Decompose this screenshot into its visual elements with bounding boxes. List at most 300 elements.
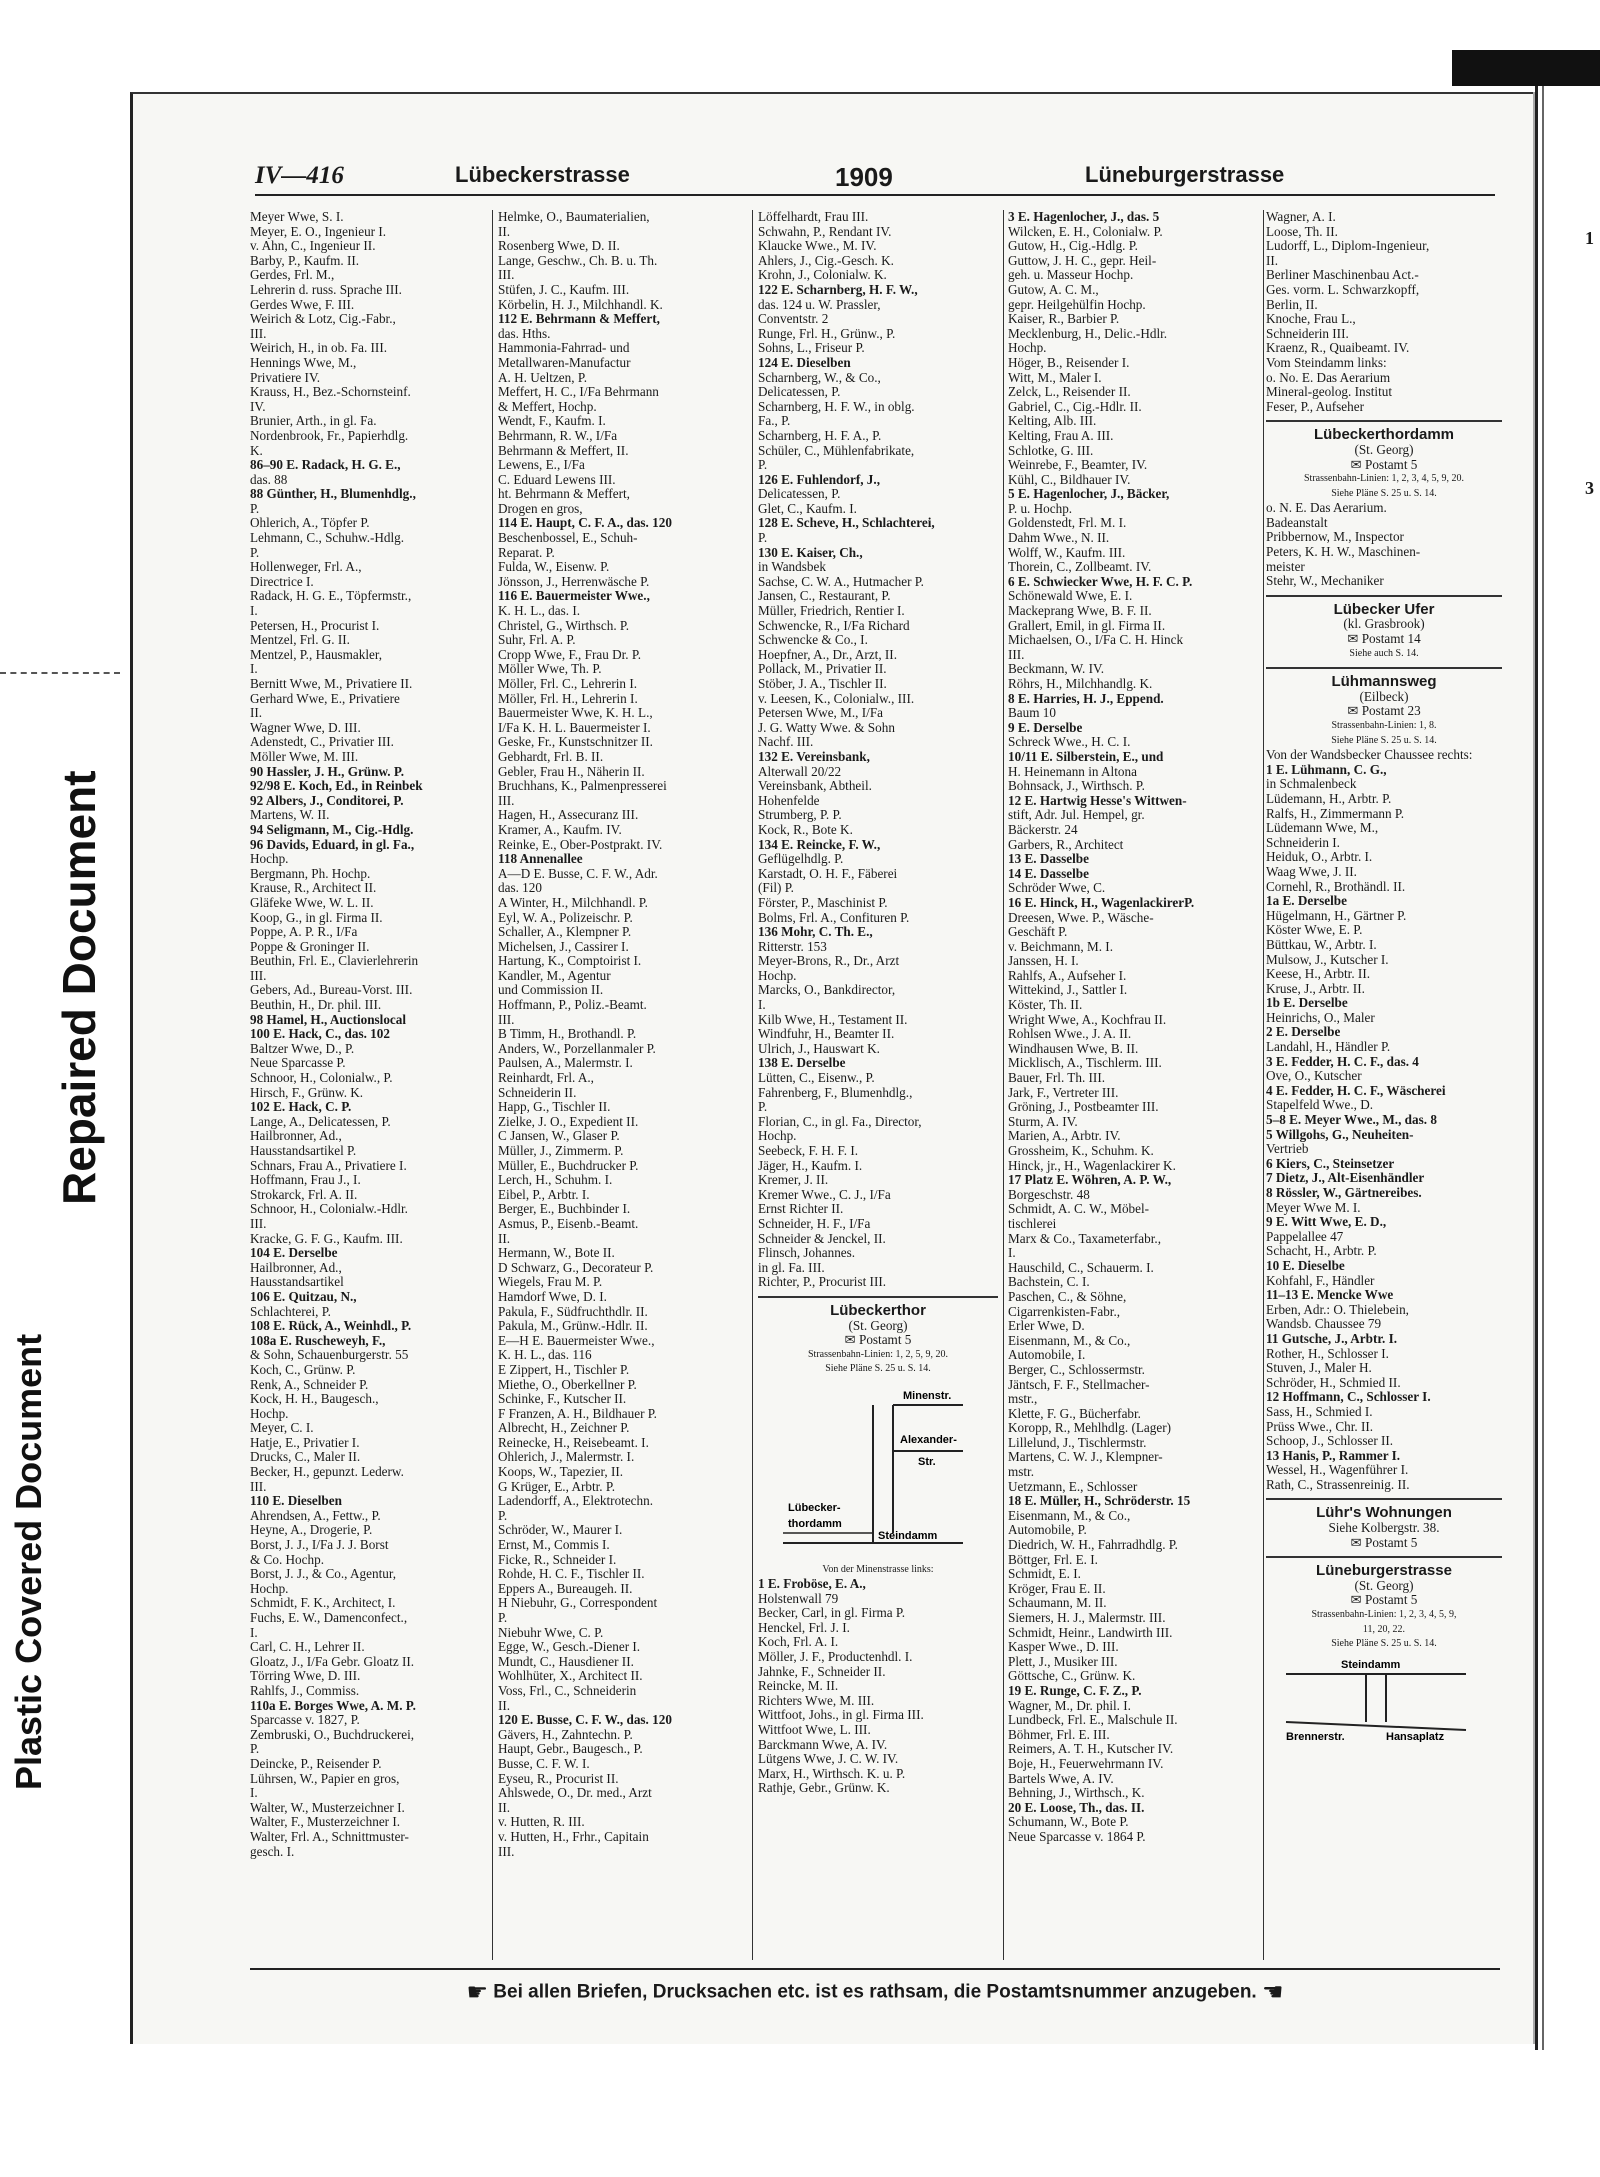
directory-entry: v. Hutten, R. III. [498,1815,585,1830]
directory-entry: Suhr, Frl. A. P. [498,633,576,648]
section-extra: Strassenbahn-Linien: 1, 2, 3, 4, 5, 9, [1311,1609,1457,1621]
directory-entry: Ohlerich, A., Töpfer P. [250,516,370,531]
directory-entry: 9 E. Derselbe [1008,720,1083,735]
directory-entry: 17 Platz E. Wöhren, A. P. W., [1008,1173,1172,1188]
right-margin-mark: 1 [1585,228,1594,248]
directory-entry: Lüdemann, H., Arbtr. P. [1266,791,1392,806]
directory-entry: Adenstedt, C., Privatier III. [250,735,394,750]
directory-entry: Schaumann, M. II. [1008,1596,1107,1611]
directory-entry: & Sohn, Schauenburgerstr. 55 [250,1348,409,1363]
directory-entry: 5 Willgohs, G., Neuheiten- [1266,1127,1414,1142]
directory-entry: I. [1008,1246,1016,1261]
directory-entry: Kelting, Frau A. III. [1008,428,1114,443]
directory-entry: Schnoor, H., Colonialw.-Hdlr. [250,1202,408,1217]
directory-entry: Kracke, G. F. G., Kaufm. III. [250,1231,403,1246]
directory-entry: Schmidt, Heinr., Landwirth III. [1008,1625,1173,1640]
postamt-label: ✉ Postamt 5 [1350,1535,1418,1550]
directory-entry: Böhmer, Frl. E. III. [1008,1727,1110,1742]
directory-entry: Diedrich, W. H., Fahrradhdlg. P. [1008,1538,1178,1553]
directory-entry: Ludorff, L., Diplom-Ingenieur, [1266,239,1430,254]
directory-entry: D Schwarz, G., Decorateur P. [498,1260,654,1275]
directory-entry: Runge, Frl. H., Grünw., P. [758,326,896,341]
directory-entry: Koops, W., Tapezier, II. [498,1465,624,1480]
directory-entry: Lehmann, C., Schuhw.-Hdlg. [250,531,405,546]
directory-entry: Behrmann, R. W., I/Fa [498,428,618,443]
directory-entry: Kraenz, R., Quaibeamt. IV. [1266,341,1410,356]
directory-entry: Reinecke, H., Reisebeamt. I. [498,1435,649,1450]
directory-entry: Krohn, J., Colonialw. K. [758,268,887,283]
directory-entry: Hennings Wwe, M., [250,355,357,370]
directory-entry: Schneider, H. F., I/Fa [758,1216,871,1231]
directory-entry: Karstadt, O. H. F., Fäberei [758,866,898,881]
postamt-label: ✉ Postamt 5 [844,1333,912,1348]
directory-entry: Krauss, H., Bez.-Schornsteinf. [250,385,411,400]
directory-entry: Schneiderin I. [1266,835,1340,850]
directory-entry: I. [250,662,258,677]
directory-entry: Marien, A., Arbtr. IV. [1008,1129,1121,1144]
directory-entry: III. [498,1012,515,1027]
directory-entry: II. [250,706,263,721]
directory-entry: Beckmann, W. IV. [1008,662,1105,677]
directory-entry: Förster, P., Maschinist P. [758,895,888,910]
directory-entry: Meyer, C. I. [250,1421,314,1436]
directory-entry: Erler Wwe, D. [1008,1319,1085,1334]
directory-entry: Henckel, Frl. J. I. [758,1620,850,1635]
directory-entry: Kandler, M., Agentur [498,968,611,983]
directory-entry: Ficke, R., Schneider I. [498,1552,617,1567]
directory-entry: 14 E. Dasselbe [1008,866,1089,881]
directory-entry: Scharnberg, H. F. W., in oblg. [758,399,915,414]
directory-entry: 108 E. Rück, A., Weinhdl., P. [250,1319,412,1334]
directory-entry: Kock, H. H., Baugesch., [250,1392,379,1407]
directory-entry: I. [758,998,766,1013]
directory-entry: Kruse, J., Arbtr. II. [1266,981,1365,996]
directory-entry: J. G. Watty Wwe. & Sohn [758,720,895,735]
directory-entry: Vertrieb [1266,1142,1309,1157]
directory-entry: Eibel, P., Arbtr. I. [498,1187,590,1202]
directory-entry: Mentzel, P., Hausmakler, [250,647,383,662]
directory-entry: Schneiderin II. [498,1085,577,1100]
directory-entry: 13 E. Dasselbe [1008,852,1089,867]
directory-entry: Radack, H. G. E., Töpfermstr., [250,589,412,604]
directory-entry: Janssen, H. I. [1008,954,1079,969]
directory-entry: Koropp, R., Mehlhdlg. (Lager) [1008,1421,1171,1436]
column-1 [250,210,486,1970]
section-rule [1266,1498,1502,1500]
directory-entry: Boje, H., Feuerwehrmann IV. [1008,1756,1164,1771]
directory-entry: Bauermeister Wwe, K. H. L., [498,706,653,721]
directory-entry: Siemers, H. J., Malermstr. III. [1008,1611,1166,1625]
directory-entry: H. Heinemann in Altona [1008,764,1137,779]
directory-entry: Fa., P. [758,414,791,429]
directory-entry: Schwahn, P., Rendant IV. [758,224,892,239]
directory-entry: II. [498,1231,511,1246]
street-map-luebeckerthor [778,1383,978,1553]
directory-entry: Micklisch, A., Tischlerm. III. [1008,1056,1162,1071]
directory-entry: Ritterstr. 153 [758,939,827,954]
directory-entry: III. [250,1216,267,1231]
directory-entry: Weirich, H., in ob. Fa. III. [250,341,388,356]
plan-reference: Siehe Pläne S. 25 u. S. 14. [825,1363,931,1375]
postamt-label: ✉ Postamt 5 [1350,1593,1418,1608]
directory-entry: Borst, J. J., & Co., Agentur, [250,1567,397,1582]
directory-entry: Hailbronner, Ad., [250,1260,342,1275]
directory-entry: Kramer, A., Kaufm. IV. [498,822,622,837]
directory-entry: Schnars, Frau A., Privatiere I. [250,1158,407,1173]
directory-entry: III. [250,1479,267,1494]
directory-entry: Schwencke & Co., I. [758,633,868,648]
directory-entry: 110 E. Dieselben [250,1494,342,1509]
directory-entry: Hausstandsartikel P. [250,1144,357,1158]
directory-entry: Eisenmann, M., & Co., [1008,1333,1131,1348]
directory-entry: Knoche, Frau L., [1266,312,1356,327]
directory-entry: Gebhardt, Frl. B. II. [498,749,604,764]
directory-entry: 1a E. Derselbe [1266,894,1347,909]
directory-entry: Bartels Wwe, A. IV. [1008,1771,1114,1786]
directory-entry: ht. Behrmann & Meffert, [498,487,630,502]
directory-entry: Ohlerich, J., Malermstr. I. [498,1450,635,1465]
directory-entry: Köster Wwe, E. P. [1266,923,1363,938]
directory-entry: Hamdorf Wwe, D. I. [498,1289,607,1304]
directory-entry: Krause, R., Architect II. [250,881,377,896]
directory-entry: Wiegels, Frau M. P. [498,1275,603,1290]
directory-entry: Schwencke, R., I/Fa Richard [758,618,910,633]
directory-entry: Bäckerstr. 24 [1008,822,1078,837]
directory-entry: Müller, E., Buchdrucker P. [498,1158,639,1173]
directory-entry: IV. [250,399,266,414]
directory-entry: Schönewald Wwe, E. I. [1008,589,1133,604]
directory-entry: I/Fa K. H. L. Bauermeister I. [498,720,651,735]
directory-entry: Petersen, H., Procurist I. [250,618,380,633]
directory-entry: Büttkau, W., Arbtr. I. [1266,937,1377,952]
directory-entry: Jäger, H., Kaufm. I. [758,1158,863,1173]
directory-entry: Köster, Th. II. [1008,998,1083,1013]
directory-entry: III. [250,968,267,983]
directory-entry: 122 E. Scharnberg, H. F. W., [758,282,918,297]
directory-entry: Waag Wwe, J. II. [1266,864,1357,879]
directory-entry: Drogen en gros, [498,501,583,516]
directory-entry: Marx, H., Wirthsch. K. u. P. [758,1766,906,1781]
directory-entry: Garbers, R., Architect [1008,837,1124,852]
directory-entry: v. Hutten, H., Frhr., Capitain [498,1829,649,1844]
directory-entry: 88 Günther, H., Blumenhdlg., [250,487,416,502]
envelope-icon: ✉ [1350,1593,1365,1608]
section-subtitle: (St. Georg) [1354,442,1414,457]
directory-entry: 5 E. Hagenlocher, J., Bäcker, [1008,487,1170,502]
directory-entry: Helmke, O., Baumaterialien, [498,210,650,224]
directory-entry: Prüss Wwe., Chr. II. [1266,1419,1374,1434]
directory-entry: Sass, H., Schmied I. [1266,1404,1373,1419]
directory-entry: Berlin, II. [1266,297,1318,312]
directory-entry: stift, Adr. Jul. Hempel, gr. [1008,808,1145,823]
directory-entry: 104 E. Derselbe [250,1246,338,1261]
directory-entry: Keese, H., Arbtr. II. [1266,967,1371,982]
hand-pointing-left-icon: ☚ [1262,1979,1284,2006]
section-extra: Siehe Pläne S. 25 u. S. 14. [1331,487,1437,499]
directory-entry: Ges. vorm. L. Schwarzkopff, [1266,282,1420,297]
directory-entry: Ove, O., Kutscher [1266,1069,1362,1084]
directory-entry: Hochp. [250,1406,289,1421]
directory-entry: Wittfoot Wwe, L. III. [758,1723,871,1738]
directory-entry: Pappelallee 47 [1266,1229,1344,1244]
page-footer [250,1968,1500,2010]
directory-entry: Hirsch, F., Grünw. K. [250,1085,364,1100]
directory-entry: gepr. Heilgehülfin Hochp. [1008,297,1146,312]
directory-entry: Gabriel, C., Cig.-Hdlr. II. [1008,399,1142,414]
directory-entry: Hausstandsartikel [250,1275,344,1290]
directory-entry: A—D E. Busse, C. F. W., Adr. [498,866,658,881]
section-extra: Strassenbahn-Linien: 1, 2, 3, 4, 5, 9, 20. [1304,473,1464,485]
directory-entry: v. Leesen, K., Colonialw., III. [758,691,915,706]
directory-entry: 10/11 E. Silberstein, E., und [1008,749,1164,764]
directory-entry: Drucks, C., Maler II. [250,1450,361,1465]
directory-entry: Rohlsen Wwe., J. A. II. [1008,1027,1132,1042]
directory-entry: Neue Sparcasse v. 1864 P. [1008,1829,1146,1844]
directory-entry: Seebeck, F. H. F. I. [758,1144,859,1158]
directory-entry: Asmus, P., Eisenb.-Beamt. [498,1216,639,1231]
directory-entry: Meyer Wwe, S. I. [250,210,344,224]
directory-entry: II. [498,1800,511,1815]
directory-entry: 90 Hassler, J. H., Grünw. P. [250,764,404,779]
directory-entry: Geske, Fr., Kunstschnitzer II. [498,735,653,750]
directory-entry: Richter, P., Procurist III. [758,1275,887,1290]
directory-entry: Hermann, W., Bote II. [498,1246,615,1261]
directory-entry: Schlachterei, P. [250,1304,331,1319]
directory-entry: 134 E. Reincke, F. W., [758,837,881,852]
map-label: Lübecker- [788,1501,841,1514]
directory-entry: Kock, R., Bote K. [758,822,853,837]
directory-entry: E Zippert, H., Tischler P. [498,1362,630,1377]
directory-entry: Behning, J., Wirthsch., K. [1008,1786,1145,1801]
directory-entry: Stüfen, J. C., Kaufm. III. [498,282,630,297]
section-title: Lühr's Wohnungen [1316,1504,1452,1522]
directory-entry: Grallert, Emil, in gl. Firma II. [1008,618,1166,633]
directory-entry: 118 Annenallee [498,852,583,867]
directory-entry: Niebuhr Wwe, C. P. [498,1625,604,1640]
envelope-icon: ✉ [1350,1535,1365,1550]
section-subtitle: Siehe Kolbergstr. 38. [1328,1521,1440,1536]
directory-entry: Rosenberg Wwe, D. II. [498,239,620,254]
directory-entry: 7 Dietz, J., Alt-Eisenhändler [1266,1171,1425,1186]
directory-entry: Schmidt, A. C. W., Möbel- [1008,1202,1150,1217]
directory-entry: Jansen, C., Restaurant, P. [758,589,891,604]
column-3 [758,210,998,1970]
postamt-label: ✉ Postamt 23 [1347,704,1421,719]
directory-entry: Koop, G., in gl. Firma II. [250,910,383,925]
directory-entry: Poppe, A. P. R., I/Fa [250,925,358,940]
directory-entry: Ladendorff, A., Elektrotechn. [498,1494,654,1509]
directory-entry: Pribbernow, M., Inspector [1266,530,1404,545]
directory-entry: Bachstein, C. I. [1008,1275,1090,1290]
directory-entry: F Franzen, A. H., Bildhauer P. [498,1406,657,1421]
directory-entry: Kröger, Frau E. II. [1008,1581,1106,1596]
directory-entry: Möller, Frl. H., Lehrerin I. [498,691,638,706]
repaired-document-label: Repaired Document [53,770,105,1205]
directory-entry: Lerch, H., Schuhm. I. [498,1173,613,1188]
section-rule [1266,595,1502,597]
directory-entry: Hochp. [250,1581,289,1596]
directory-entry: Kremer Wwe., C. J., I/Fa [758,1187,891,1202]
directory-entry: Martens, W. II. [250,808,330,823]
directory-entry: Happ, G., Tischler II. [498,1100,611,1115]
directory-entry: Paulsen, A., Malermstr. I. [498,1056,633,1071]
directory-entry: II. [1266,253,1279,268]
directory-entry: Walter, W., Musterzeichner I. [250,1800,405,1815]
directory-entry: Automobile, I. [1008,1348,1086,1363]
directory-entry: Gebler, Frau H., Näherin II. [498,764,645,779]
directory-entry: Grossheim, K., Schuhm. K. [1008,1144,1154,1158]
directory-entry: Schröder Wwe, C. [1008,881,1106,896]
directory-entry: Kohfahl, F., Händler [1266,1273,1375,1288]
section-title: Lüneburgerstrasse [1316,1562,1452,1580]
directory-entry: Schröder, H., Schmied II. [1266,1375,1401,1390]
directory-entry: Petersen Wwe, M., I/Fa [758,706,884,721]
directory-entry: Göttsche, C., Grünw. K. [1008,1669,1136,1684]
directory-entry: Florian, C., in gl. Fa., Director, [758,1114,922,1129]
directory-entry: 3 E. Hagenlocher, J., das. 5 [1008,210,1160,224]
directory-entry: Becker, Carl, in gl. Firma P. [758,1606,906,1621]
directory-entry: 5–8 E. Meyer Wwe., M., das. 8 [1266,1113,1437,1128]
directory-entry: 1b E. Derselbe [1266,996,1348,1011]
directory-entry: Reinke, E., Ober-Postprakt. IV. [498,837,663,852]
page-right-edge-shadow [1542,86,1544,2050]
map-label: Hansaplatz [1386,1730,1445,1742]
directory-entry: Kasper Wwe., D. III. [1008,1640,1119,1655]
directory-entry: Peters, K. H. W., Maschinen- [1266,545,1421,560]
directory-entry: 6 Kiers, C., Steinsetzer [1266,1156,1395,1171]
directory-entry: 108a E. Ruscheweyh, F., [250,1333,386,1348]
directory-entry: Zielke, J. O., Expedient II. [498,1114,639,1129]
directory-entry: Bruchhans, K., Palmenpresserei [498,779,667,794]
directory-entry: Eppers A., Bureaugeh. II. [498,1581,633,1596]
directory-entry: & Co. Hochp. [250,1552,324,1567]
directory-entry: Delicatessen, P. [758,385,841,400]
directory-entry: Ahrendsen, A., Fettw., P. [250,1508,381,1523]
directory-entry: Rahlfs, A., Aufseher I. [1008,968,1127,983]
directory-entry: III. [250,326,267,341]
directory-entry: Stapelfeld Wwe., D. [1266,1098,1374,1113]
directory-entry: Ernst, M., Commis I. [498,1538,610,1553]
directory-entry: 92 Albers, J., Conditorei, P. [250,793,404,808]
directory-entry: 110a E. Borges Wwe, A. M. P. [250,1698,416,1713]
directory-entry: Wittfoot, Johs., in gl. Firma III. [758,1708,924,1723]
directory-entry: Koch, C., Grünw. P. [250,1362,356,1377]
directory-entry: A Winter, H., Milchhandl. P. [498,895,648,910]
directory-entry: Sohns, L., Friseur P. [758,341,865,356]
envelope-icon: ✉ [1347,704,1362,719]
directory-entry: Stuven, J., Maler H. [1266,1361,1372,1376]
directory-entry: Bohnsack, J., Wirthsch. P. [1008,779,1145,794]
directory-entry: 2 E. Derselbe [1266,1025,1341,1040]
directory-entry: Lewens, E., I/Fa [498,458,585,473]
directory-entry: Schüler, C., Mühlenfabrikate, [758,443,915,458]
section-title-luebeckerthor: Lübeckerthor [830,1301,926,1319]
directory-entry: Rathje, Gebr., Grünw. K. [758,1781,890,1796]
directory-entry: Löffelhardt, Frau III. [758,210,869,224]
directory-entry: Kilb Wwe, H., Testament II. [758,1012,908,1027]
directory-entry: Pollack, M., Privatier II. [758,662,887,677]
directory-entry: das. 124 u. W. Prassler, [758,297,881,312]
map-street-line [1286,1722,1466,1730]
directory-entry: das. 120 [498,881,542,896]
directory-entry: 6 E. Schwiecker Wwe, H. F. C. P. [1008,574,1193,589]
directory-entry: Vereinsbank, Abtheil. [758,779,872,794]
directory-entry: Kühl, C., Bildhauer IV. [1008,472,1131,487]
directory-entry: P. [250,1742,260,1757]
directory-entry: Weirich & Lotz, Cig.-Fabr., [250,312,396,327]
directory-entry: Flinsch, Johannes. [758,1246,856,1261]
directory-entry: Körbelin, H. J., Milchhandl. K. [498,297,663,312]
directory-entry: geh. u. Masseur Hochp. [1008,268,1134,283]
directory-entry: Geschäft P. [1008,925,1068,940]
directory-entry: Stöber, J. A., Tischler II. [758,677,887,691]
directory-entry: Schoop, J., Schlosser II. [1266,1434,1394,1449]
directory-entry: Miethe, O., Oberkellner P. [498,1377,637,1392]
directory-entry: Klaucke Wwe., M. IV. [758,239,877,254]
directory-entry: Gläfeke Wwe, W. L. II. [250,895,374,910]
directory-entry: Vom Steindamm links: [1266,355,1387,370]
directory-entry: Witt, M., Maler I. [1008,370,1102,385]
directory-entry: Cigarrenkisten-Fabr., [1008,1304,1121,1319]
section-rule [1266,420,1502,422]
directory-entry: Mackeprang Wwe, B. F. II. [1008,604,1152,619]
directory-entry: Marx & Co., Taxameterfabr., [1008,1231,1162,1246]
directory-entry: Baltzer Wwe, D., P. [250,1041,355,1056]
directory-entry: Holstenwall 79 [758,1591,839,1606]
directory-entry: Heinrichs, O., Maler [1266,1010,1375,1025]
directory-entry: 96 Davids, Eduard, in gl. Fa., [250,837,415,852]
directory-entry: Conventstr. 2 [758,312,829,327]
directory-entry: Feser, P., Aufseher [1266,399,1364,414]
directory-entry: Wolff, W., Kaufm. III. [1008,545,1126,560]
directory-entry: 98 Hamel, H., Auctionslocal [250,1012,407,1027]
directory-entry: 10 E. Dieselbe [1266,1258,1345,1273]
directory-entry: Schneiderin III. [1266,326,1349,341]
section-extra: Siehe Pläne S. 25 u. S. 14. [1331,734,1437,746]
directory-entry: Reparat. P. [498,545,555,560]
directory-entry: Kremer, J. II. [758,1173,829,1188]
directory-entry: Eisenmann, M., & Co., [1008,1508,1131,1523]
directory-entry: 136 Mohr, C. Th. E., [758,925,873,940]
directory-entry: Borst, J. J., I/Fa J. J. Borst [250,1538,389,1553]
directory-entry: v. Ahn, C., Ingenieur II. [250,239,376,254]
map-label: Brennerstr. [1286,1730,1345,1742]
directory-entry: Hochp. [1008,341,1047,356]
directory-entry: und Commission II. [498,983,604,998]
directory-entry: Hatje, E., Privatier I. [250,1435,360,1450]
page-header [255,160,1495,196]
directory-entry: Michaelsen, O., I/Fa C. H. Hinck [1008,633,1184,648]
directory-entry: Thorein, C., Zollbeamt. IV. [1008,560,1152,575]
directory-entry: Schinke, F., Kutscher II. [498,1392,627,1407]
directory-entry: in Schmalenbeck [1266,777,1357,792]
directory-entry: Berger, C., Schlossermstr. [1008,1362,1145,1377]
directory-entry: Wendt, F., Kaufm. I. [498,414,606,429]
directory-entry: Martens, C. W. J., Klempner- [1008,1450,1163,1465]
directory-entry: Bernitt Wwe, M., Privatiere II. [250,677,413,691]
envelope-icon: ✉ [1350,457,1365,472]
directory-entry: Zelck, L., Reisender II. [1008,385,1131,400]
directory-entry: Beuthin, Frl. E., Clavierlehrerin [250,954,419,969]
directory-entry: Wessel, H., Wagenführer I. [1266,1463,1409,1478]
directory-entry: P. [498,1611,508,1625]
directory-entry: Wilcken, E. H., Colonialw. P. [1008,224,1163,239]
directory-columns [250,210,1500,1970]
directory-entry: Meyer, E. O., Ingenieur I. [250,224,387,239]
directory-entry: Rahlfs, J., Commiss. [250,1683,360,1698]
directory-entry: das. 88 [250,472,288,487]
directory-entry: Egge, W., Gesch.-Diener I. [498,1640,641,1655]
